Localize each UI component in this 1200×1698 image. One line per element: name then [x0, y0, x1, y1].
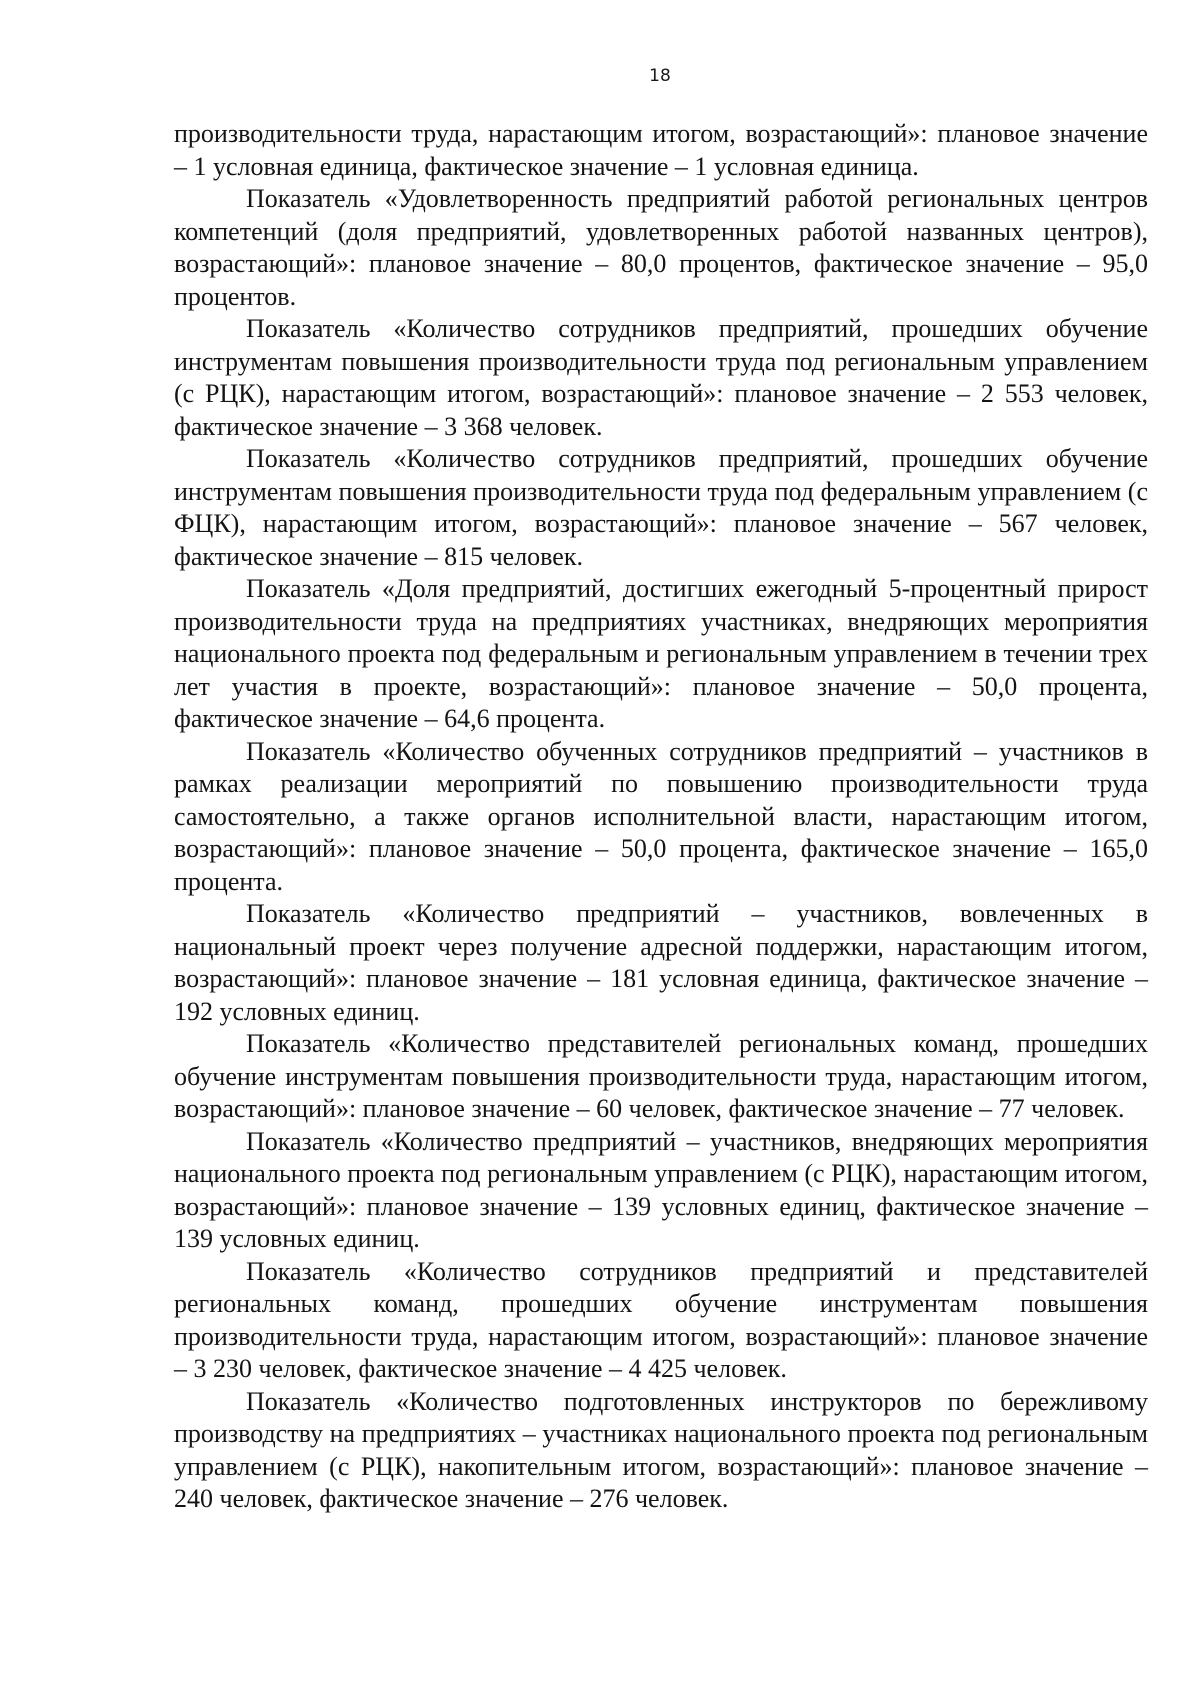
paragraph-satisfaction-competence-centers: Показатель «Удовлетворенность предприятий работой региональных центров компетенций (доля предприятий, удовлетворенных работой названных центров), возрастающий»: плановое значение – 80,0 процентов, фактическое значение – 95,0 процентов.	[174, 184, 1148, 311]
paragraph-enterprises-targeted-support: Показатель «Количество предприятий – участников, вовлеченных в национальный проект через получение адресной поддержки, нарастающим итогом, возрастающий»: плановое значение – 181 условная единица, фактическое значение – 192 условных единиц.	[174, 899, 1148, 1026]
paragraph-regional-team-representatives: Показатель «Количество представителей региональных команд, прошедших обучение инструментам повышения производительности труда, нарастающим итогом, возрастающий»: плановое значение – 60 человек, фактическое значение – 77 человек.	[174, 1029, 1148, 1123]
paragraph-employees-and-representatives: Показатель «Количество сотрудников предприятий и представителей региональных команд, прошедших обучение инструментам повышения производительности труда, нарастающим итогом, возрастающий»: плановое значение – 3 230 человек, фактическое значение – 4 425 человек.	[174, 1256, 1148, 1383]
paragraph-employees-trained-rck: Показатель «Количество сотрудников предприятий, прошедших обучение инструментам повышения производительности труда под региональным управлением (с РЦК), нарастающим итогом, возрастающий»: плановое значение – 2 553 человек, фактическое значение – 3 368 человек.	[174, 314, 1148, 441]
paragraph-trained-employees-self: Показатель «Количество обученных сотрудников предприятий – участников в рамках реализации мероприятий по повышению производительности труда самостоятельно, а также органов исполнительной власти, нарастающим итогом, возрастающий»: плановое значение – 50,0 процента, фактическое значение – 165,0 процента.	[174, 736, 1148, 896]
page-number: 18	[649, 66, 671, 86]
document-body	[174, 118, 1148, 1516]
paragraph-continued-productivity: производительности труда, нарастающим итогом, возрастающий»: плановое значение – 1 условная единица, фактическое значение – 1 условная единица.	[174, 119, 1148, 181]
paragraph-lean-instructors: Показатель «Количество подготовленных инструкторов по бережливому производству на предприятиях – участниках национального проекта под региональным управлением (с РЦК), накопительным итогом, возрастающий»: плановое значение – 240 человек, фактическое значение – 276 человек.	[174, 1386, 1148, 1513]
paragraph-share-enterprises-growth: Показатель «Доля предприятий, достигших ежегодный 5-процентный прирост производительности труда на предприятиях участниках, внедряющих мероприятия национального проекта под федеральным и региональным управлением в течении трех лет участия в проекте, возрастающий»: плановое значение – 50,0 процента, фактическое значение – 64,6 процента.	[174, 574, 1148, 733]
paragraph-enterprises-implementing-rck: Показатель «Количество предприятий – участников, внедряющих мероприятия национального проекта под региональным управлением (с РЦК), нарастающим итогом, возрастающий»: плановое значение – 139 условных единиц, фактическое значение – 139 условных единиц.	[174, 1126, 1148, 1253]
paragraph-employees-trained-fck: Показатель «Количество сотрудников предприятий, прошедших обучение инструментам повышения производительности труда под федеральным управлением (с ФЦК), нарастающим итогом, возрастающий»: плановое значение – 567 человек, фактическое значение – 815 человек.	[174, 444, 1148, 571]
